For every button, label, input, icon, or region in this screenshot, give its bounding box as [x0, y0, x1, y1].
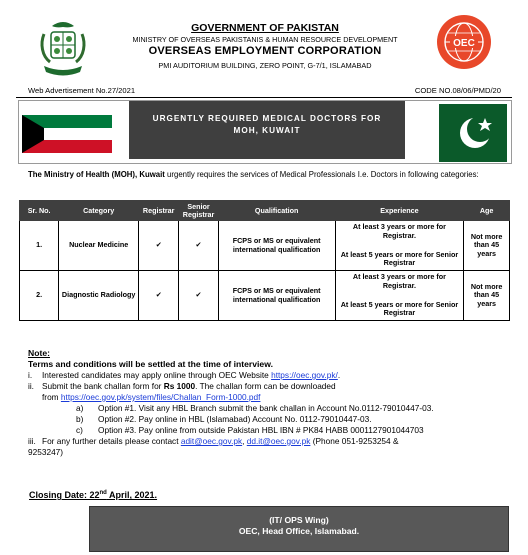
note-continuation: from https://oec.gov.pk/system/files/Challan_Form-1000.pdf	[42, 392, 261, 402]
experience-registrar: At least 3 years or more for Registrar.	[352, 222, 446, 240]
option-item	[28, 425, 514, 436]
kuwait-flag-icon	[22, 115, 112, 153]
ministry-name: MINISTRY OF OVERSEAS PAKISTANIS & HUMAN RESOURCE DEVELOPMENT	[132, 35, 398, 44]
pakistan-flag-icon	[417, 104, 507, 162]
note-number: i.	[28, 370, 33, 380]
government-title: GOVERNMENT OF PAKISTAN	[191, 22, 339, 34]
option-number: c)	[76, 425, 83, 435]
header-category: Category	[59, 201, 139, 221]
closing-date: Closing Date: 22nd April, 2021.	[29, 490, 158, 500]
option-item	[28, 414, 514, 425]
header-senior-registrar: Senior Registrar	[179, 201, 218, 221]
positions-table	[19, 200, 510, 321]
corporation-address: PMI AUDITORIUM BUILDING, ZERO POINT, G-7/1, ISLAMABAD	[158, 61, 372, 70]
cell-sr: 2.	[20, 271, 59, 321]
challan-amount: Rs 1000	[163, 381, 196, 391]
note-number: ii.	[28, 381, 34, 391]
note-item	[28, 436, 514, 447]
cell-age: Not more than 45 years	[464, 271, 510, 321]
table-row	[20, 221, 510, 271]
web-advertisement-number: Web Advertisement No.27/2021	[28, 86, 136, 95]
corporation-name: OVERSEAS EMPLOYMENT CORPORATION	[148, 45, 382, 57]
option-number: b)	[76, 414, 84, 424]
experience-senior: At least 5 years or more for Senior Registrar	[340, 249, 459, 268]
check-icon: ✔	[139, 221, 179, 271]
option-text: Option #2. Pay online in HBL (Islamabad) Account No. 0112-79010447-03.	[98, 414, 372, 424]
intro-paragraph	[28, 170, 510, 180]
table-row	[20, 271, 510, 321]
oec-website-link[interactable]: https://oec.gov.pk/	[271, 370, 338, 380]
banner-heading	[129, 101, 405, 159]
cell-experience	[335, 221, 464, 271]
note-item	[28, 370, 514, 381]
experience-senior: At least 5 years or more for Senior Registrar	[340, 299, 459, 318]
header-qualification: Qualification	[218, 201, 335, 221]
email-link-ddit[interactable]: dd.it@oec.gov.pk	[246, 436, 311, 446]
cell-qualification: FCPS or MS or equivalent international qualification	[218, 221, 335, 271]
option-text: Option #3. Pay online from outside Pakistan HBL IBN # PK84 HABB 0001127901044703	[98, 425, 424, 435]
table-header-row	[20, 201, 510, 221]
footer-box	[89, 506, 509, 552]
pakistan-emblem-icon	[34, 18, 92, 80]
banner-line-2: MOH, KUWAIT	[233, 126, 301, 135]
title-banner	[18, 100, 512, 164]
banner-line-1: URGENTLY REQUIRED MEDICAL DOCTORS FOR	[152, 114, 382, 123]
cell-category: Diagnostic Radiology	[59, 271, 139, 321]
intro-rest: urgently requires the services of Medical Professionals I.e. Doctors in following categories:	[164, 170, 479, 179]
email-link-adit[interactable]: adit@oec.gov.pk	[180, 436, 243, 446]
note-continuation: 9253247)	[28, 447, 64, 457]
note-title: Note:	[28, 348, 50, 358]
header-sr-no: Sr. No.	[20, 201, 59, 221]
note-number: iii.	[28, 436, 36, 446]
check-icon: ✔	[179, 271, 218, 321]
notes-section	[28, 348, 514, 458]
cell-category: Nuclear Medicine	[59, 221, 139, 271]
note-item	[28, 381, 514, 392]
code-number: CODE NO.08/06/PMD/20	[414, 86, 501, 95]
challan-form-link[interactable]: https://oec.gov.pk/system/files/Challan_Form-1000.pdf	[60, 392, 261, 402]
oec-logo-icon	[436, 14, 492, 70]
header-registrar: Registrar	[139, 201, 179, 221]
header-divider	[16, 97, 512, 98]
check-icon: ✔	[179, 221, 218, 271]
note-text: Interested candidates may apply online through OEC Website https://oec.gov.pk/.	[42, 370, 341, 380]
cell-qualification: FCPS or MS or equivalent international qualification	[218, 271, 335, 321]
check-icon: ✔	[139, 271, 179, 321]
terms-line: Terms and conditions will be settled at the time of interview.	[28, 359, 273, 369]
option-number: a)	[76, 403, 84, 413]
footer-wing: (IT/ OPS Wing)	[269, 515, 329, 525]
experience-registrar: At least 3 years or more for Registrar.	[352, 272, 446, 290]
cell-sr: 1.	[20, 221, 59, 271]
intro-bold: The Ministry of Health (MOH), Kuwait	[28, 170, 165, 179]
option-item	[28, 403, 514, 414]
option-text: Option #1. Visit any HBL Branch submit the bank challan in Account No.0112-79010447-03.	[98, 403, 434, 413]
cell-experience	[335, 271, 464, 321]
cell-age: Not more than 45 years	[464, 221, 510, 271]
header-age: Age	[464, 201, 510, 221]
header-experience: Experience	[335, 201, 464, 221]
svg-text:OEC: OEC	[453, 38, 475, 49]
note-text: For any further details please contact adit@oec.gov.pk, dd.it@oec.gov.pk (Phone 051-9253254 &	[42, 436, 399, 446]
footer-office: OEC, Head Office, Islamabad.	[238, 526, 360, 536]
note-text: Submit the bank challan form for Rs 1000. The challan form can be downloaded	[42, 381, 336, 391]
